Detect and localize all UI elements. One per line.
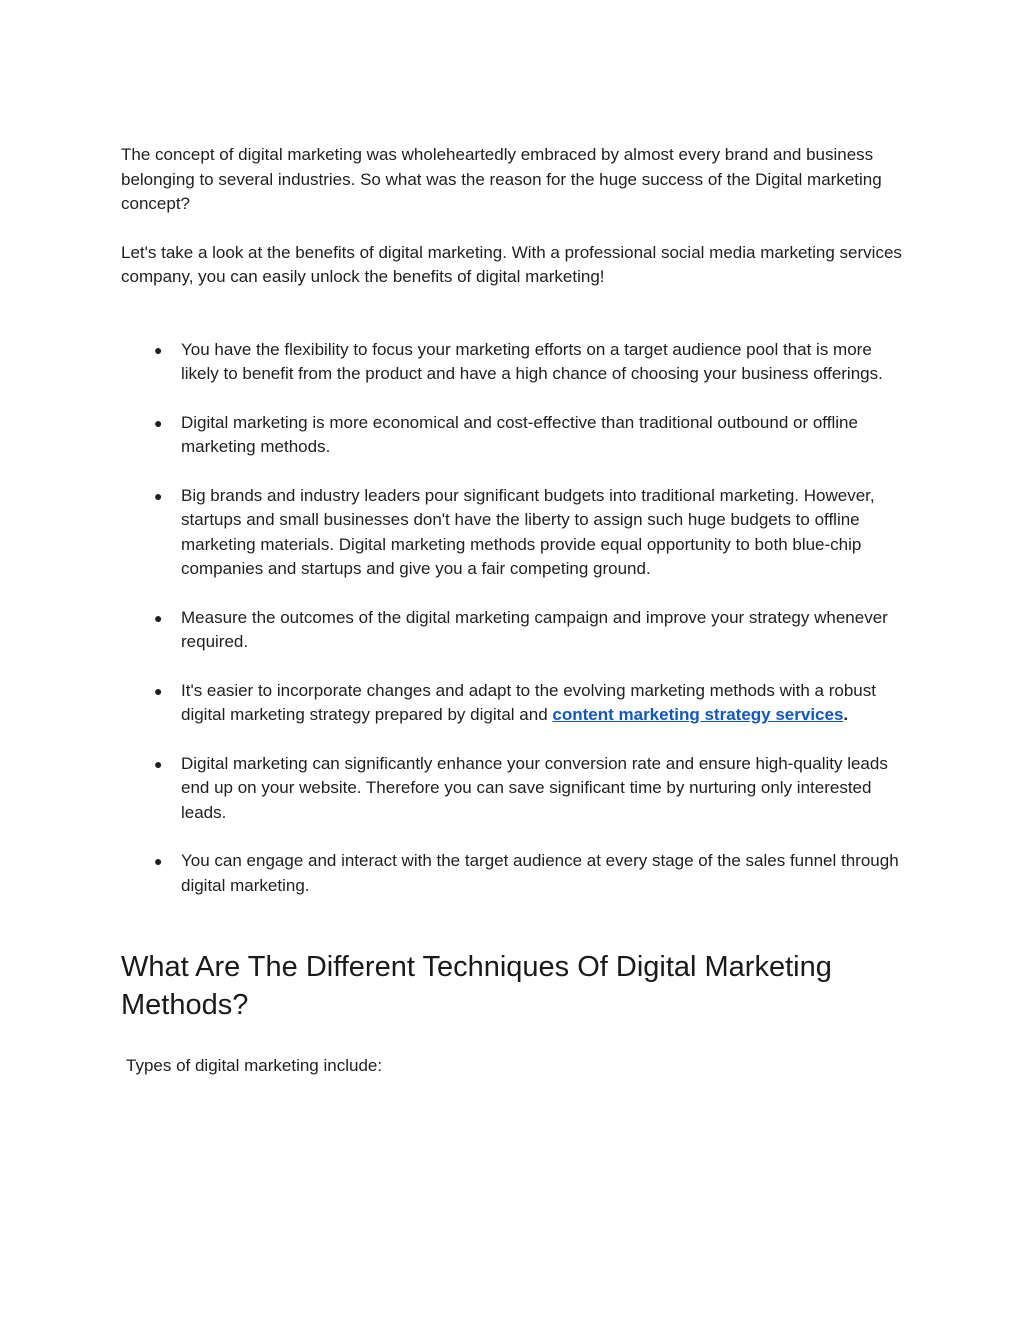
list-item-punctuation: . — [843, 705, 849, 724]
list-item — [154, 679, 911, 728]
bullet-icon: ● — [154, 609, 163, 626]
document-page — [121, 143, 911, 1079]
list-item-text: You can engage and interact with the target audience at every stage of the sales funnel through digital marketing. — [181, 851, 899, 895]
bullet-icon: ● — [154, 682, 163, 699]
list-item-text: Big brands and industry leaders pour significant budgets into traditional marketing. However, startups and small businesses don't have the liberty to assign such huge budgets to offline marketing materials. Digital marketing methods provide equal opportunity to both blue-chip companies and startups and give you a fair competing ground. — [181, 485, 875, 578]
list-item-text: You have the flexibility to focus your marketing efforts on a target audience pool that is more likely to benefit from the product and have a high chance of choosing your business offerings. — [181, 339, 883, 383]
section-intro: Types of digital marketing include: — [126, 1056, 383, 1075]
bullet-icon: ● — [154, 853, 163, 869]
bullet-icon: ● — [154, 414, 163, 431]
list-item — [154, 484, 911, 582]
list-item — [154, 606, 911, 655]
list-item — [154, 338, 911, 387]
list-item — [154, 411, 911, 460]
section-heading: What Are The Different Techniques Of Digital Marketing Methods? — [121, 951, 832, 1021]
bullet-icon: ● — [154, 487, 163, 504]
list-item-text: Measure the outcomes of the digital marketing campaign and improve your strategy whenever required. — [181, 607, 888, 651]
list-item-text: Digital marketing can significantly enhance your conversion rate and ensure high-quality leads end up on your website. Therefore you can save significant time by nurturing only interested leads. — [181, 753, 888, 822]
intro-paragraph-2: Let's take a look at the benefits of digital marketing. With a professional social media marketing services company, you can easily unlock the benefits of digital marketing! — [121, 242, 902, 286]
list-item-text: Digital marketing is more economical and cost-effective than traditional outbound or offline marketing methods. — [181, 412, 858, 456]
intro-paragraph-1: The concept of digital marketing was wholeheartedly embraced by almost every brand and business belonging to several industries. So what was the reason for the huge success of the Digital marketing concept? — [121, 145, 882, 213]
list-item — [154, 752, 911, 826]
benefits-list — [121, 338, 911, 899]
bullet-icon: ● — [154, 341, 163, 358]
content-marketing-strategy-services-link[interactable]: content marketing strategy services — [552, 705, 844, 724]
bullet-icon: ● — [154, 755, 163, 772]
list-item — [154, 849, 911, 898]
list-item-text: It's easier to incorporate changes and adapt to the evolving marketing methods with a robust digital marketing strategy prepared by digital and — [181, 680, 876, 724]
